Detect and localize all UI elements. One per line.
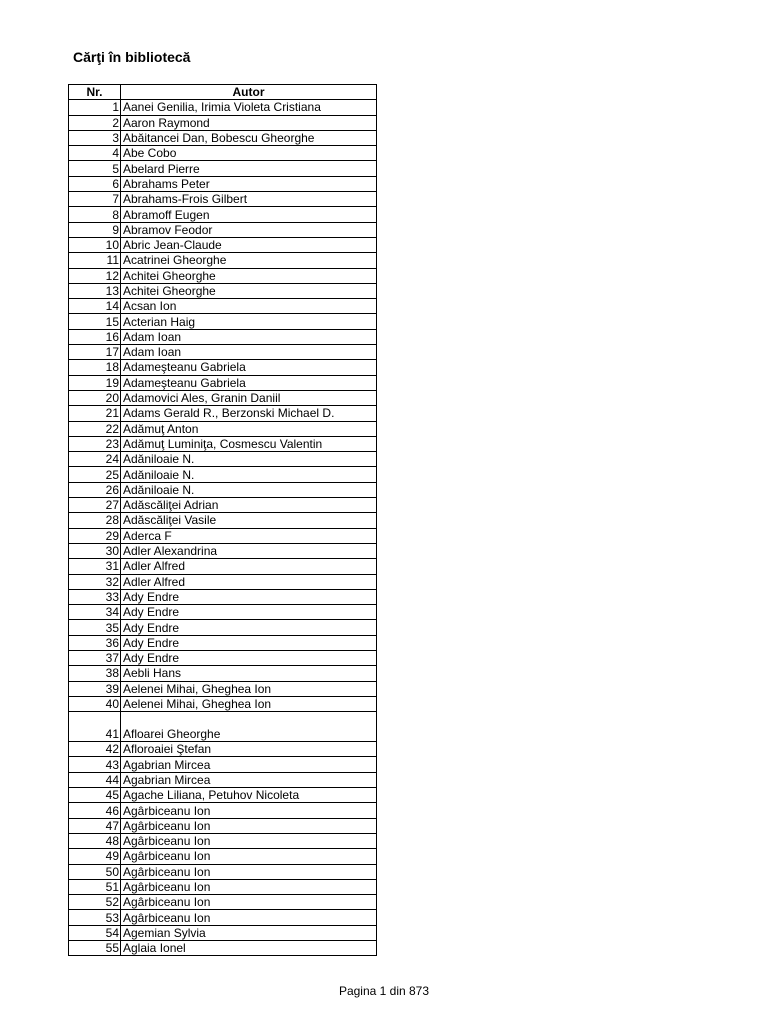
table-row: [69, 467, 377, 482]
row-number-cell: 35: [69, 620, 121, 635]
author-cell: Agârbiceanu Ion: [121, 833, 377, 848]
author-cell: Aebli Hans: [121, 666, 377, 681]
table-row: [69, 818, 377, 833]
row-number-cell: 11: [69, 253, 121, 268]
table-row: [69, 268, 377, 283]
author-cell: Adăniloaie N.: [121, 467, 377, 482]
column-header-author: Autor: [121, 85, 377, 100]
table-row: [69, 681, 377, 696]
author-cell: Achitei Gheorghe: [121, 268, 377, 283]
author-cell: Agârbiceanu Ion: [121, 849, 377, 864]
author-cell: Ady Endre: [121, 620, 377, 635]
row-number-cell: 10: [69, 237, 121, 252]
author-cell: Aelenei Mihai, Gheghea Ion: [121, 681, 377, 696]
table-row: [69, 925, 377, 940]
row-number-cell: 41: [69, 712, 121, 742]
author-cell: Abe Cobo: [121, 146, 377, 161]
row-number-cell: 19: [69, 375, 121, 390]
row-number-cell: 2: [69, 115, 121, 130]
row-number-cell: 25: [69, 467, 121, 482]
row-number-cell: 47: [69, 818, 121, 833]
author-cell: Adămuţ Luminiţa, Cosmescu Valentin: [121, 436, 377, 451]
row-number-cell: 50: [69, 864, 121, 879]
table-row: [69, 130, 377, 145]
table-body: [69, 100, 377, 956]
table-row: [69, 406, 377, 421]
table-row: [69, 833, 377, 848]
row-number-cell: 42: [69, 742, 121, 757]
row-number-cell: 49: [69, 849, 121, 864]
author-cell: Abrahams-Frois Gilbert: [121, 192, 377, 207]
row-number-cell: 7: [69, 192, 121, 207]
author-cell: Adam Ioan: [121, 329, 377, 344]
row-number-cell: 16: [69, 329, 121, 344]
row-number-cell: 22: [69, 421, 121, 436]
row-number-cell: 43: [69, 757, 121, 772]
author-cell: Adămuţ Anton: [121, 421, 377, 436]
row-number-cell: 9: [69, 222, 121, 237]
author-cell: Agârbiceanu Ion: [121, 803, 377, 818]
row-number-cell: 46: [69, 803, 121, 818]
row-number-cell: 21: [69, 406, 121, 421]
author-cell: Agârbiceanu Ion: [121, 910, 377, 925]
row-number-cell: 5: [69, 161, 121, 176]
table-row: [69, 650, 377, 665]
table-row: [69, 757, 377, 772]
table-row: [69, 941, 377, 956]
table-row: [69, 696, 377, 711]
table-row: [69, 314, 377, 329]
row-number-cell: 13: [69, 283, 121, 298]
row-number-cell: 55: [69, 941, 121, 956]
row-number-cell: 28: [69, 513, 121, 528]
table-row: [69, 635, 377, 650]
table-row: [69, 161, 377, 176]
author-cell: Adăscăliţei Adrian: [121, 498, 377, 513]
table-row: [69, 345, 377, 360]
row-number-cell: 53: [69, 910, 121, 925]
row-number-cell: 26: [69, 482, 121, 497]
author-cell: Agemian Sylvia: [121, 925, 377, 940]
author-cell: Adler Alexandrina: [121, 543, 377, 558]
author-cell: Ady Endre: [121, 635, 377, 650]
author-cell: Abramov Feodor: [121, 222, 377, 237]
row-number-cell: 6: [69, 176, 121, 191]
table-row: [69, 176, 377, 191]
table-row: [69, 146, 377, 161]
table-row: [69, 666, 377, 681]
author-cell: Abric Jean-Claude: [121, 237, 377, 252]
author-cell: Acterian Haig: [121, 314, 377, 329]
author-cell: Adăniloaie N.: [121, 452, 377, 467]
page-footer: Pagina 1 din 873: [338, 984, 430, 998]
row-number-cell: 29: [69, 528, 121, 543]
page-title: Cărţi în bibliotecă: [73, 49, 191, 65]
table-row: [69, 299, 377, 314]
row-number-cell: 8: [69, 207, 121, 222]
row-number-cell: 31: [69, 559, 121, 574]
table-row: [69, 482, 377, 497]
row-number-cell: 17: [69, 345, 121, 360]
author-cell: Agârbiceanu Ion: [121, 895, 377, 910]
author-cell: Afloarei Gheorghe: [121, 712, 377, 742]
row-number-cell: 27: [69, 498, 121, 513]
row-number-cell: 37: [69, 650, 121, 665]
table-header-row: [69, 85, 377, 100]
author-cell: Adams Gerald R., Berzonski Michael D.: [121, 406, 377, 421]
books-table: [68, 84, 377, 956]
author-cell: Agârbiceanu Ion: [121, 818, 377, 833]
row-number-cell: 15: [69, 314, 121, 329]
table-row: [69, 605, 377, 620]
row-number-cell: 44: [69, 772, 121, 787]
author-cell: Adler Alfred: [121, 574, 377, 589]
author-cell: Ady Endre: [121, 605, 377, 620]
row-number-cell: 12: [69, 268, 121, 283]
table-row: [69, 207, 377, 222]
author-cell: Afloroaiei Ştefan: [121, 742, 377, 757]
table-row: [69, 192, 377, 207]
table-row: [69, 436, 377, 451]
row-number-cell: 51: [69, 879, 121, 894]
row-number-cell: 1: [69, 100, 121, 115]
author-cell: Ady Endre: [121, 589, 377, 604]
author-cell: Abelard Pierre: [121, 161, 377, 176]
table-row: [69, 864, 377, 879]
row-number-cell: 36: [69, 635, 121, 650]
author-cell: Ady Endre: [121, 650, 377, 665]
row-number-cell: 48: [69, 833, 121, 848]
table-row: [69, 421, 377, 436]
row-number-cell: 33: [69, 589, 121, 604]
author-cell: Adăscăliţei Vasile: [121, 513, 377, 528]
row-number-cell: 4: [69, 146, 121, 161]
table-row: [69, 712, 377, 742]
author-cell: Adamovici Ales, Granin Daniil: [121, 390, 377, 405]
table-row: [69, 329, 377, 344]
table-row: [69, 253, 377, 268]
table-row: [69, 788, 377, 803]
row-number-cell: 18: [69, 360, 121, 375]
row-number-cell: 3: [69, 130, 121, 145]
table-row: [69, 360, 377, 375]
table-row: [69, 543, 377, 558]
table-row: [69, 375, 377, 390]
table-row: [69, 222, 377, 237]
table-row: [69, 390, 377, 405]
author-cell: Aaron Raymond: [121, 115, 377, 130]
author-cell: Aanei Genilia, Irimia Violeta Cristiana: [121, 100, 377, 115]
table-row: [69, 283, 377, 298]
row-number-cell: 24: [69, 452, 121, 467]
row-number-cell: 45: [69, 788, 121, 803]
table-row: [69, 895, 377, 910]
table-row: [69, 574, 377, 589]
table-row: [69, 879, 377, 894]
author-cell: Aderca F: [121, 528, 377, 543]
row-number-cell: 20: [69, 390, 121, 405]
row-number-cell: 38: [69, 666, 121, 681]
table-row: [69, 237, 377, 252]
author-cell: Adăniloaie N.: [121, 482, 377, 497]
table-row: [69, 115, 377, 130]
author-cell: Agârbiceanu Ion: [121, 864, 377, 879]
table-row: [69, 498, 377, 513]
author-cell: Adam Ioan: [121, 345, 377, 360]
author-cell: Acatrinei Gheorghe: [121, 253, 377, 268]
author-cell: Agabrian Mircea: [121, 772, 377, 787]
author-cell: Abrahams Peter: [121, 176, 377, 191]
table-row: [69, 620, 377, 635]
row-number-cell: 39: [69, 681, 121, 696]
author-cell: Agârbiceanu Ion: [121, 879, 377, 894]
table-row: [69, 513, 377, 528]
table-row: [69, 452, 377, 467]
row-number-cell: 52: [69, 895, 121, 910]
row-number-cell: 54: [69, 925, 121, 940]
author-cell: Aglaia Ionel: [121, 941, 377, 956]
row-number-cell: 14: [69, 299, 121, 314]
table-row: [69, 742, 377, 757]
table-row: [69, 528, 377, 543]
author-cell: Abramoff Eugen: [121, 207, 377, 222]
author-cell: Adameşteanu Gabriela: [121, 360, 377, 375]
table-row: [69, 589, 377, 604]
column-header-nr: Nr.: [69, 85, 121, 100]
table-row: [69, 910, 377, 925]
author-cell: Aelenei Mihai, Gheghea Ion: [121, 696, 377, 711]
table-row: [69, 849, 377, 864]
row-number-cell: 32: [69, 574, 121, 589]
author-cell: Achitei Gheorghe: [121, 283, 377, 298]
author-cell: Agache Liliana, Petuhov Nicoleta: [121, 788, 377, 803]
row-number-cell: 34: [69, 605, 121, 620]
author-cell: Acsan Ion: [121, 299, 377, 314]
row-number-cell: 40: [69, 696, 121, 711]
author-cell: Abăitancei Dan, Bobescu Gheorghe: [121, 130, 377, 145]
table-row: [69, 772, 377, 787]
author-cell: Agabrian Mircea: [121, 757, 377, 772]
table-row: [69, 803, 377, 818]
row-number-cell: 30: [69, 543, 121, 558]
table-row: [69, 100, 377, 115]
table-row: [69, 559, 377, 574]
row-number-cell: 23: [69, 436, 121, 451]
author-cell: Adler Alfred: [121, 559, 377, 574]
author-cell: Adameşteanu Gabriela: [121, 375, 377, 390]
